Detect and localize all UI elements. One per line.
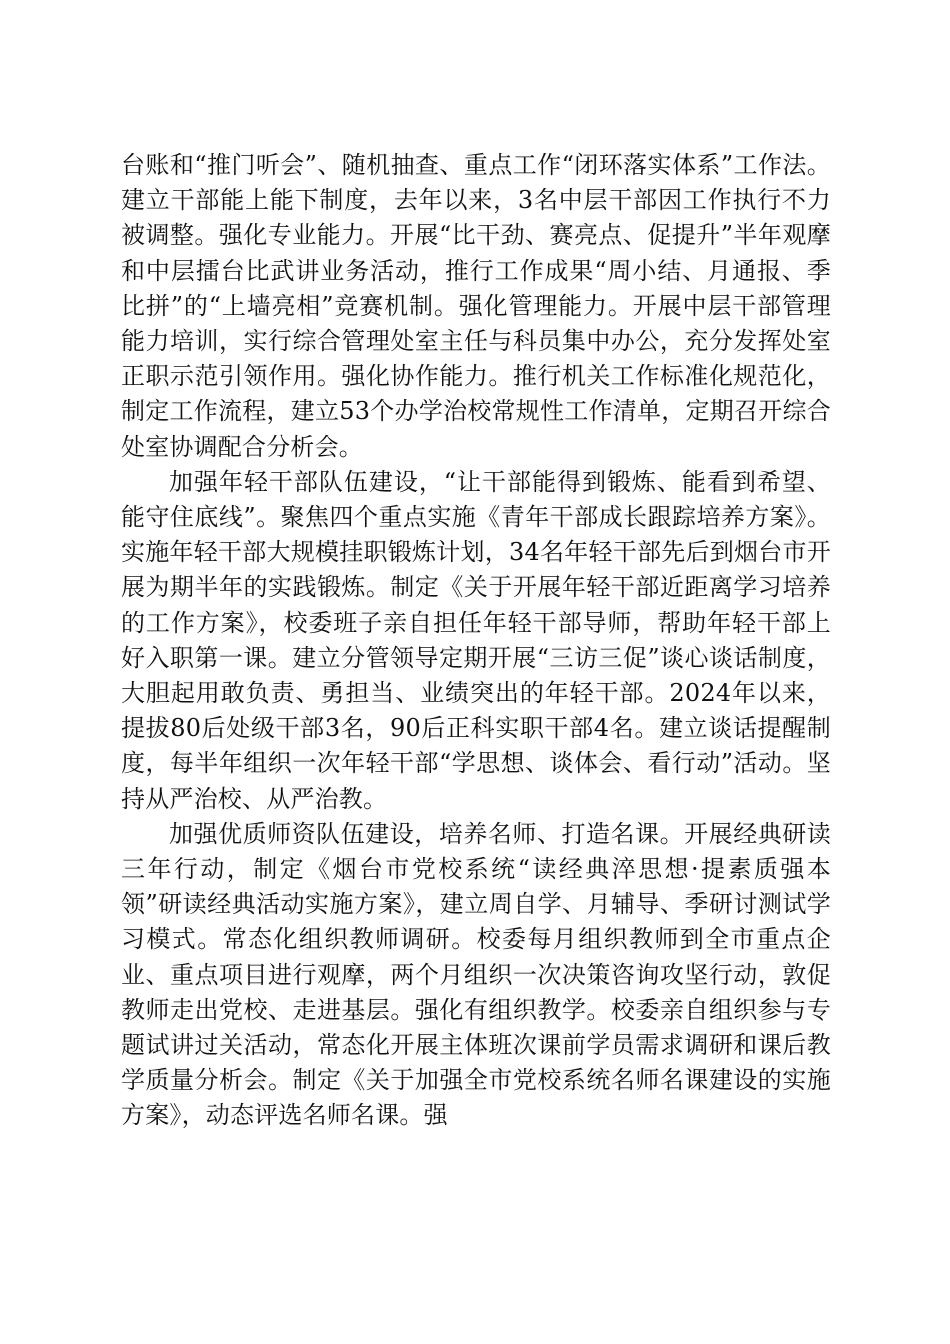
paragraph-teacher-team: 加强优质师资队伍建设，培养名师、打造名课。开展经典研读三年行动，制定《烟台市党校系统“读经典淬思想·提素质强本领”研读经典活动实施方案》，建立周自学、月辅导、季研讨测试学习模式。常态化组织教师调研。校委每月组织教师到全市重点企业、重点项目进行观摩，两个月组织一次决策咨询攻坚行动，敦促教师走出党校、走进基层。强化有组织教学。校委亲自组织参与专题试讲过关活动，常态化开展主体班次课前学员需求调研和课后教学质量分析会。制定《关于加强全市党校系统名师名课建设的实施方案》，动态评选名师名课。强	[121, 819, 831, 1130]
paragraph-cadre-management: 台账和“推门听会”、随机抽查、重点工作“闭环落实体系”工作法。建立干部能上能下制度，去年以来，3名中层干部因工作执行不力被调整。强化专业能力。开展“比干劲、赛亮点、促提升”半年观摩和中层擂台比武讲业务活动，推行工作成果“周小结、月通报、季比拼”的“上墙亮相”竞赛机制。强化管理能力。开展中层干部管理能力培训，实行综合管理处室主任与科员集中办公，充分发挥处室正职示范引领作用。强化协作能力。推行机关工作标准化规范化，制定工作流程，建立53个办学治校常规性工作清单，定期召开综合处室协调配合分析会。	[121, 151, 831, 461]
paragraph-young-cadres: 加强年轻干部队伍建设，“让干部能得到锻炼、能看到希望、能守住底线”。聚焦四个重点实施《青年干部成长跟踪培养方案》。实施年轻干部大规模挂职锻炼计划，34名年轻干部先后到烟台市开展为期半年的实践锻炼。制定《关于开展年轻干部近距离学习培养的工作方案》，校委班子亲自担任年轻干部导师，帮助年轻干部上好入职第一课。建立分管领导定期开展“三访三促”谈心谈话制度，大胆起用敢负责、勇担当、业绩突出的年轻干部。2024年以来，提拔80后处级干部3名，90后正科实职干部4名。建立谈话提醒制度，每半年组织一次年轻干部“学思想、谈体会、看行动”活动。坚持从严治校、从严治教。	[121, 467, 831, 813]
document-body	[121, 148, 831, 1134]
